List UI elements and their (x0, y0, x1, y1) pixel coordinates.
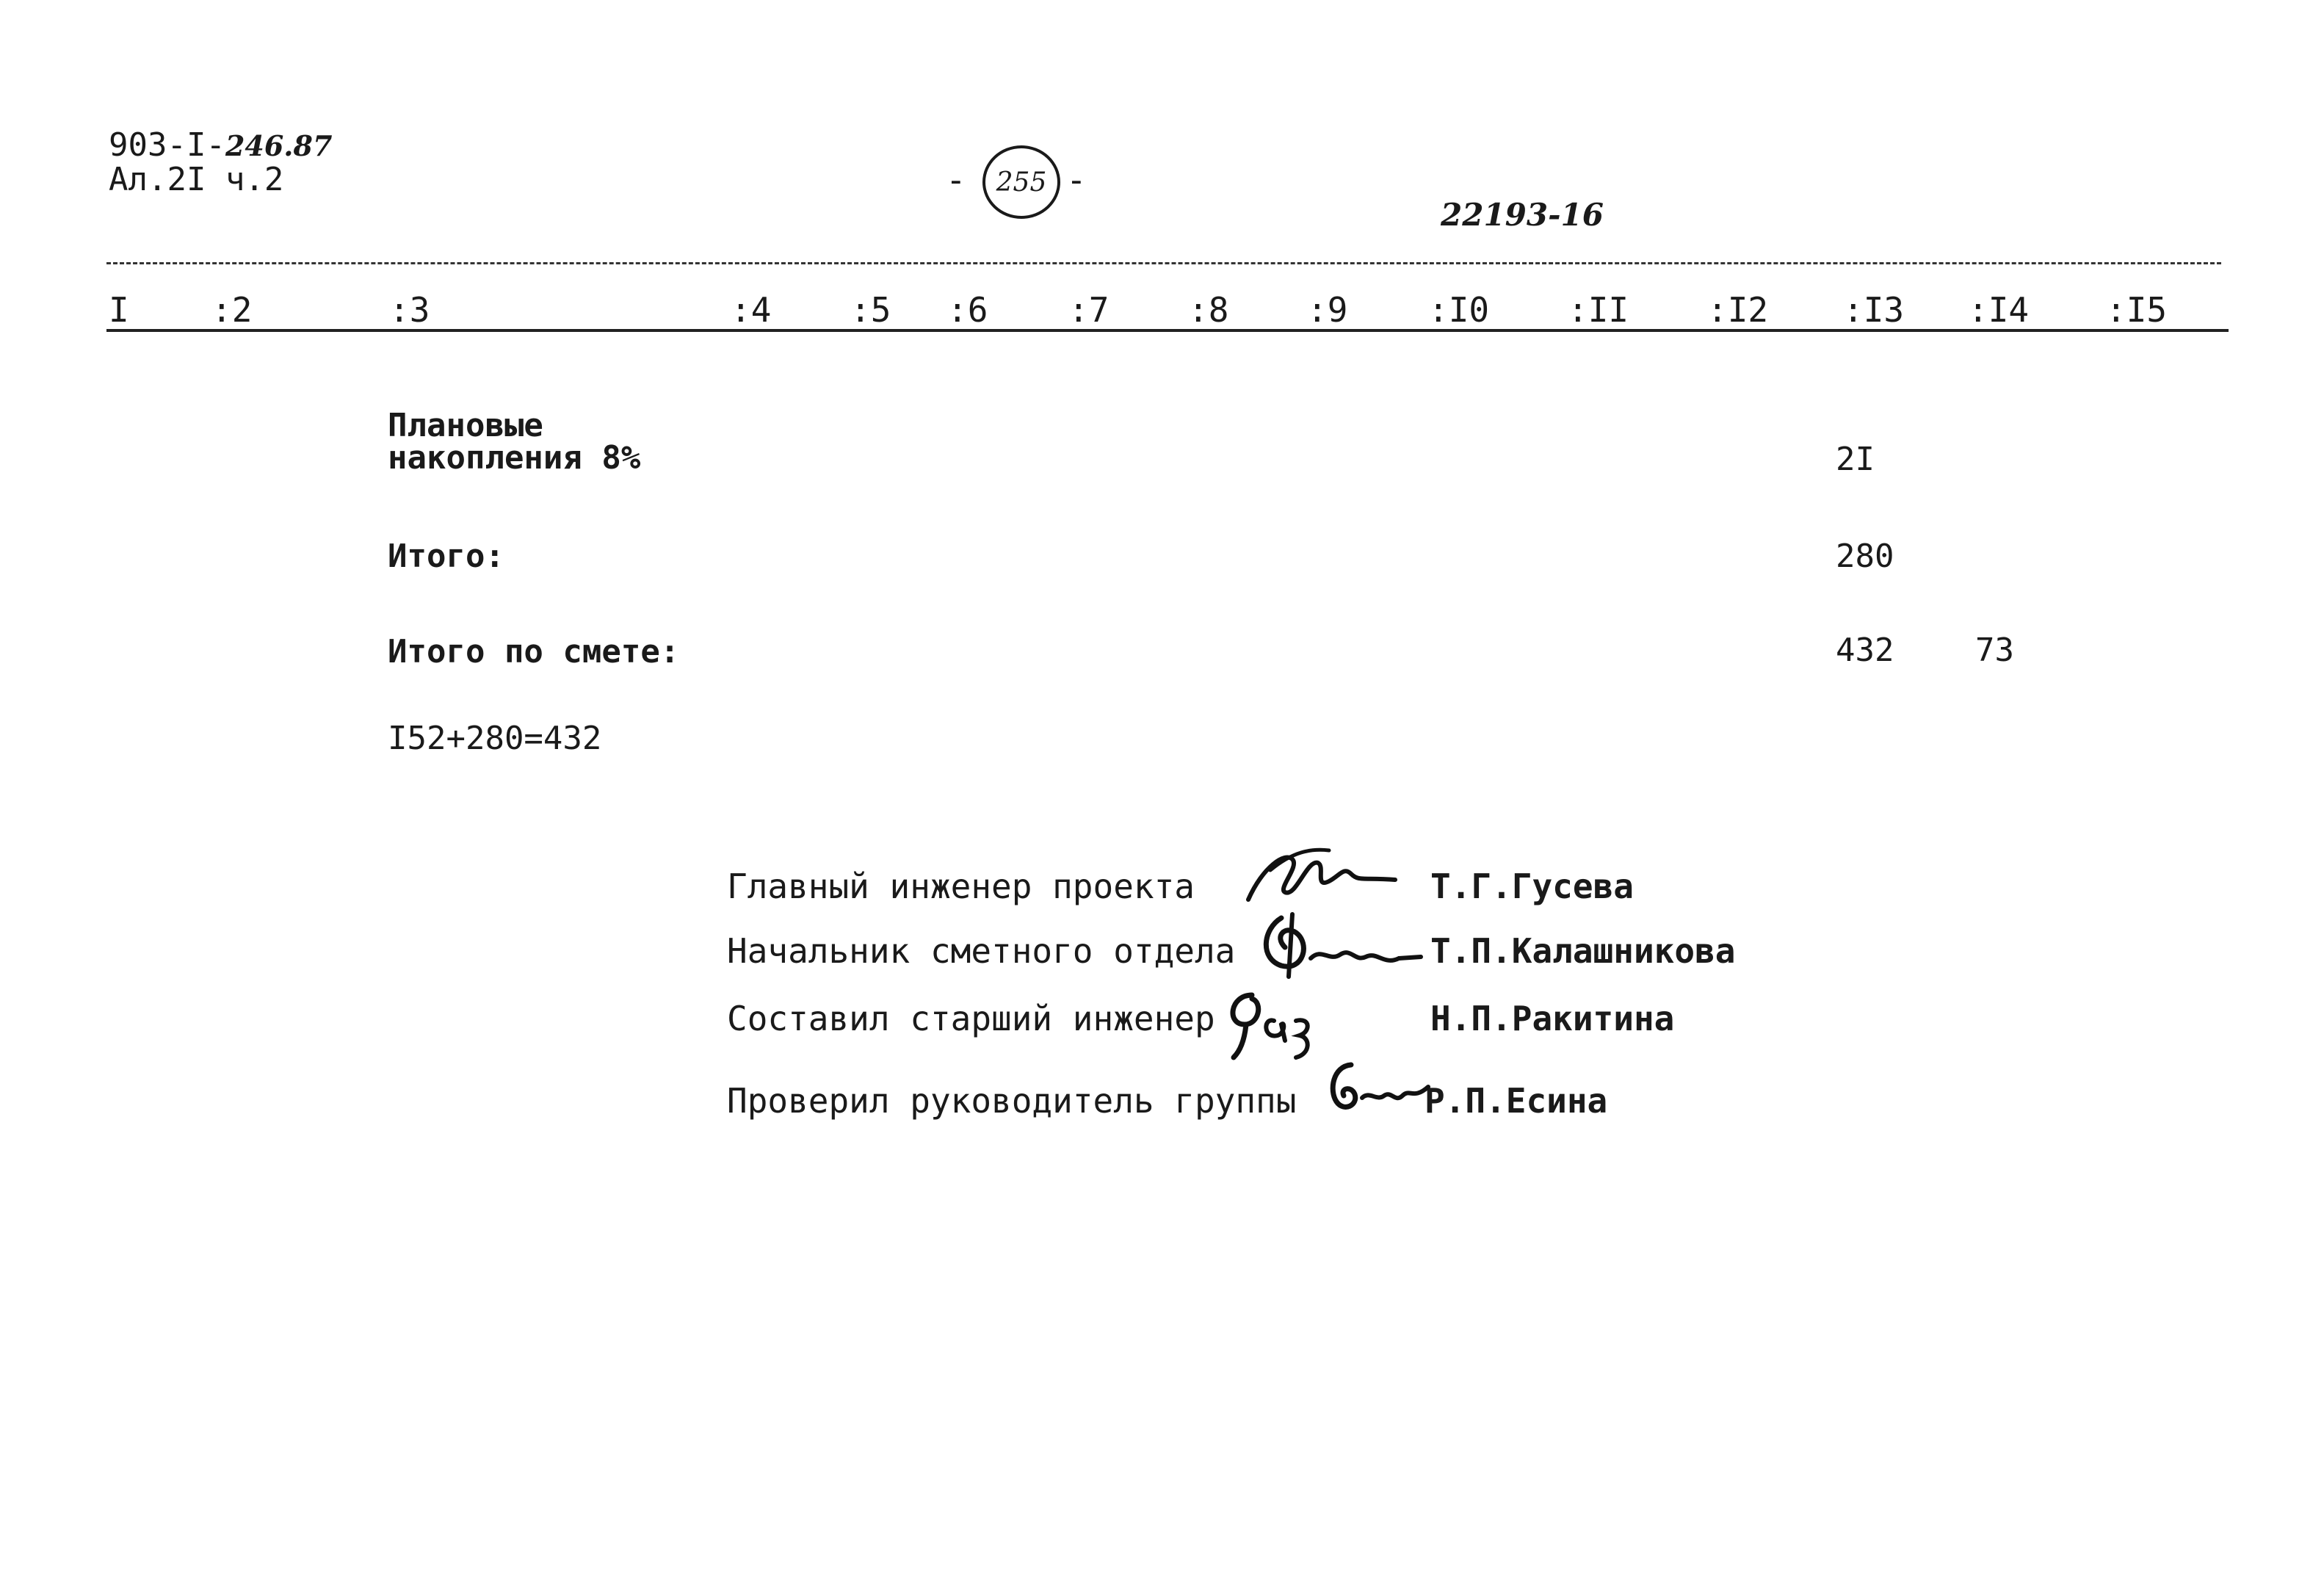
column-header: :5 (850, 290, 891, 330)
row-value-col13: 2I (1836, 441, 1875, 478)
column-header: :I4 (1968, 290, 2030, 330)
document-code-prefix: 903-I- (109, 126, 225, 164)
column-header: :9 (1307, 290, 1348, 330)
row-value-col13: 432 (1836, 632, 1894, 669)
column-header: :I5 (2106, 290, 2168, 330)
signature-name: Т.Г.Гусева (1430, 867, 1634, 906)
document-code-handwritten: 246.87 (225, 129, 333, 162)
row-label-line: накопления 8% (388, 439, 641, 477)
row-calculation: I52+280=432 (388, 720, 602, 757)
signature-name: Т.П.Калашникова (1430, 931, 1736, 971)
signature-role: Начальник сметного отдела (727, 931, 1236, 971)
row-label-line: Плановые (388, 407, 543, 444)
column-header: I (109, 290, 129, 330)
handwritten-signature (1318, 1057, 1436, 1124)
row-label-total: Итого: (388, 538, 504, 575)
column-header: :6 (947, 290, 988, 330)
column-header: :8 (1188, 290, 1229, 330)
column-header: :I3 (1843, 290, 1905, 330)
signature-role: Составил старший инженер (727, 999, 1215, 1038)
column-header: :I2 (1707, 290, 1769, 330)
row-value-col14: 73 (1975, 632, 2014, 669)
page-dash-left: - (946, 160, 966, 200)
document-number: 22193-16 (1441, 197, 1604, 233)
page-dash-right: - (1066, 160, 1087, 200)
row-value-col13: 280 (1836, 538, 1894, 575)
page-number-circle (982, 145, 1060, 219)
column-header: :3 (389, 290, 430, 330)
page-number: 255 (996, 167, 1047, 198)
row-label-estimate-total: Итого по смете: (388, 633, 680, 670)
handwritten-signature (1223, 980, 1333, 1068)
sheet-label: Ал.2I ч.2 (109, 161, 284, 198)
signature-role: Проверил руководитель группы (727, 1081, 1297, 1121)
signature-role: Главный инженер проекта (727, 867, 1195, 906)
row-label-planned (388, 407, 641, 477)
handwritten-signature (1241, 837, 1402, 911)
column-header: :2 (211, 290, 253, 330)
signature-name: Р.П.Есина (1425, 1081, 1608, 1121)
column-header: :I0 (1428, 290, 1490, 330)
top-rule (106, 262, 2221, 264)
column-header: :4 (731, 290, 772, 330)
column-header: :II (1568, 290, 1629, 330)
column-header: :7 (1068, 290, 1109, 330)
signature-name: Н.П.Ракитина (1430, 999, 1675, 1038)
document-code (109, 126, 333, 164)
